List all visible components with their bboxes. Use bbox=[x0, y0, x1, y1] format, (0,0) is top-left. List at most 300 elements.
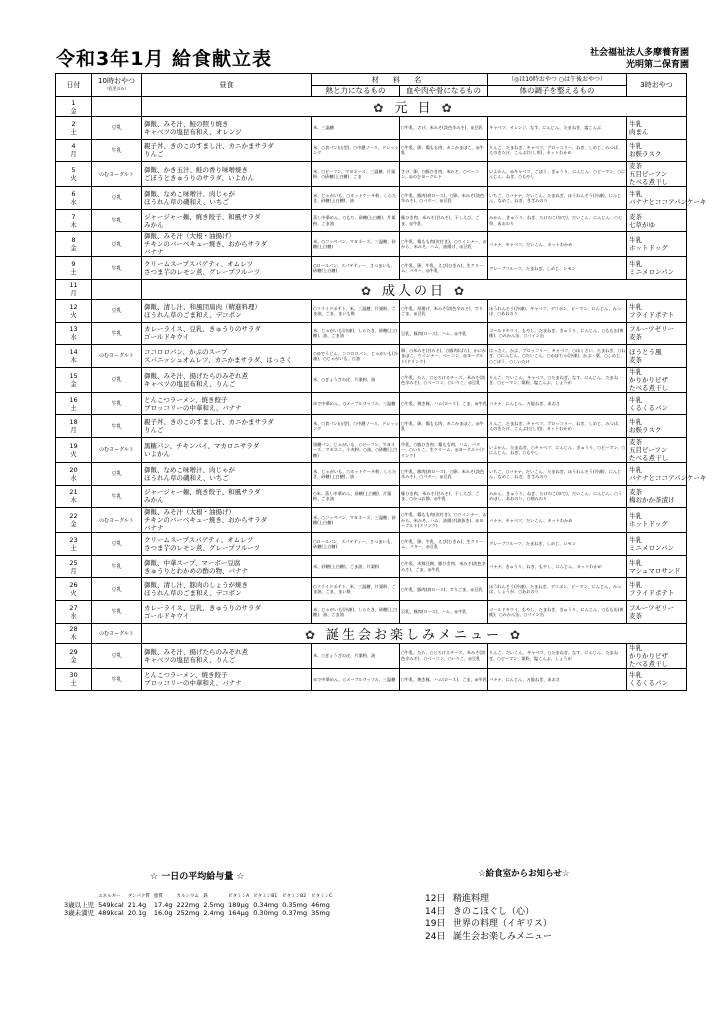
pm-snack-line: ミニメロンパン bbox=[629, 268, 675, 277]
lunch-line: さつま芋のレモン煮、グレープフルーツ bbox=[144, 543, 261, 552]
date-cell bbox=[56, 437, 92, 462]
body-cell: グレープフルーツ、たまねぎ、しめじ、レモン bbox=[488, 257, 627, 280]
lunch-cell bbox=[142, 415, 312, 438]
lunch-line: みかん bbox=[144, 496, 164, 505]
menu-row bbox=[56, 232, 687, 257]
menu-row bbox=[56, 415, 687, 438]
day-of-week: 金 bbox=[70, 244, 77, 253]
day-of-week: 木 bbox=[70, 633, 77, 641]
date-cell bbox=[56, 322, 92, 345]
notice-day: 19日 bbox=[425, 919, 446, 929]
pm-snack-line: 牛乳 bbox=[629, 142, 643, 151]
blood-cell: さけ、卵、○豚ひき肉、米みそ、○ベーコン、◎のむヨーグルト bbox=[400, 162, 488, 187]
menu-row bbox=[56, 437, 687, 462]
am-snack-cell: 牛乳 bbox=[92, 668, 142, 691]
pm-snack-line: フライドポテト bbox=[629, 310, 675, 319]
pm-snack-line: ホットドッグ bbox=[629, 520, 668, 529]
date-number: 5 bbox=[71, 166, 76, 175]
am-snack-cell bbox=[92, 97, 142, 117]
am-snack-cell: のむヨーグルト bbox=[92, 508, 142, 533]
pm-snack-cell bbox=[627, 117, 687, 140]
event-cell bbox=[142, 97, 687, 117]
lunch-line: 御飯、なめこ味噌汁、肉じゃが bbox=[144, 465, 235, 474]
nutrition-value: 222mg bbox=[176, 901, 200, 909]
body-cell: りんご、たまねぎ、キャベツ、ブロッコリー、ねぎ、しめじ、みつば、えのきたけ、こんぶ(だし用)、カットわかめ bbox=[488, 415, 627, 438]
energy-cell: 米、砂糖(上白糖)、ごま油、片栗粉 bbox=[312, 555, 400, 578]
date-number: 18 bbox=[69, 418, 78, 427]
am-snack-cell: 豆乳 bbox=[92, 533, 142, 556]
date-cell bbox=[56, 97, 92, 117]
nutrition-value: 164μg bbox=[228, 909, 249, 917]
org-line-1: 社会福祉法人多摩養育園 bbox=[589, 48, 689, 58]
notice-list bbox=[425, 893, 552, 943]
date-cell bbox=[56, 257, 92, 280]
day-of-week: 土 bbox=[70, 403, 77, 412]
nutrition-title: ☆ 一日の平均給与量 ☆ bbox=[150, 872, 245, 882]
nutrition-value: 0.34mg bbox=[253, 901, 279, 909]
menu-row bbox=[56, 162, 687, 187]
energy-cell: ○ロールパン、スパゲティー、さつまいも、砂糖(上白糖) bbox=[312, 257, 400, 280]
nutrition-row bbox=[62, 901, 334, 909]
lunch-cell bbox=[142, 555, 312, 578]
date-cell bbox=[56, 623, 92, 643]
page-title: 令和3年1月 給食献立表 bbox=[56, 48, 273, 70]
notice-day: 12日 bbox=[425, 894, 446, 904]
pm-snack-line: たべる煮干し bbox=[629, 178, 669, 187]
event-title: 誕生会お楽しみメニュー bbox=[326, 627, 503, 643]
lunch-line: カレーライス、豆乳、きゅうりのサラダ bbox=[144, 603, 261, 612]
body-cell: ほうれんそう(冷凍)、たまねぎ、デコポン、ピーマン、にんじん、みつば、しょうが、○あおのり bbox=[488, 578, 627, 601]
blood-cell: ○牛乳、卵、鶏もも肉、カニかまぼこ、◎牛乳 bbox=[400, 415, 488, 438]
energy-cell: ○フライドポテト、米、三温糖、片栗粉、ごま油、ごま、まいも麩 bbox=[312, 299, 400, 322]
pm-snack-line: フルーツゼリー bbox=[629, 325, 674, 334]
pm-snack-line: 牛乳 bbox=[629, 189, 643, 198]
lunch-line: 御飯、みそ汁、揚げたらのみぞれ煮 bbox=[144, 647, 248, 656]
lunch-line: いよかん bbox=[144, 449, 170, 458]
pm-snack-cell bbox=[627, 437, 687, 462]
date-cell bbox=[56, 415, 92, 438]
org-line-2: 光明第二保育園 bbox=[625, 60, 689, 70]
am-snack-cell: 豆乳 bbox=[92, 299, 142, 322]
col-snack-am-label: 10時おやつ bbox=[98, 77, 135, 85]
blood-cell: ○牛乳、豚肉(肩ロース)、すりごま、◎豆乳 bbox=[400, 578, 488, 601]
lunch-cell bbox=[142, 162, 312, 187]
day-of-week: 水 bbox=[70, 333, 77, 342]
body-cell: いちご、○バナナ、だいこん、たまねぎ、ほうれんそう(冷凍)、にんじん、なめこ、ねぎ、きざみのり bbox=[488, 462, 627, 485]
blood-cell: ○牛乳、焼き豚、ハム(ロース)、ごま、◎牛乳 bbox=[400, 668, 488, 691]
am-snack-cell: 牛乳 bbox=[92, 209, 142, 232]
pm-snack-line: たべる煮干し bbox=[629, 659, 669, 668]
lunch-cell bbox=[142, 600, 312, 623]
pm-snack-line: 五目ビーフン bbox=[629, 445, 668, 454]
body-cell: ゴールドキウイ、もやし、たまねぎ、きゅうり、にんじん、○もも缶(黄桃)、○みかん缶、○パイン缶 bbox=[488, 600, 627, 623]
menu-row bbox=[56, 643, 687, 668]
lunch-cell bbox=[142, 578, 312, 601]
col-lunch: 昼食 bbox=[142, 74, 312, 97]
date-cell bbox=[56, 139, 92, 162]
date-cell bbox=[56, 643, 92, 668]
lunch-cell bbox=[142, 257, 312, 280]
lunch-line: ジャージャー麺、焼き餃子、和風サラダ bbox=[144, 488, 261, 497]
nutrition-value: 0.30mg bbox=[253, 909, 279, 917]
pm-snack-cell bbox=[627, 643, 687, 668]
nutrition-value: 489kcal bbox=[98, 909, 124, 917]
menu-row bbox=[56, 139, 687, 162]
date-cell bbox=[56, 392, 92, 415]
notice-item bbox=[425, 931, 552, 944]
pm-snack-line: 牛乳 bbox=[629, 367, 643, 376]
nutrition-value: 189μg bbox=[228, 901, 249, 909]
pm-snack-line: 五目ビーフン bbox=[629, 170, 668, 179]
col-energy: 熱と力になるもの bbox=[312, 86, 400, 97]
lunch-line: チキンのバーベキュー焼き、おからサラダ bbox=[144, 240, 268, 249]
pm-snack-line: かりかりピザ bbox=[629, 651, 669, 660]
date-cell bbox=[56, 345, 92, 368]
date-cell bbox=[56, 485, 92, 508]
lunch-cell bbox=[142, 187, 312, 210]
date-cell bbox=[56, 367, 92, 392]
flower-icon: ✿ bbox=[373, 101, 387, 115]
energy-cell: 米、○ビーフン、マヨネーズ、三温糖、片栗粉、○砂糖(上白糖)、ごま bbox=[312, 162, 400, 187]
lunch-line: りんご bbox=[144, 150, 164, 159]
am-snack-cell: 牛乳 bbox=[92, 322, 142, 345]
date-cell bbox=[56, 209, 92, 232]
date-cell bbox=[56, 299, 92, 322]
energy-cell: 米、じゃがいも(冷凍)、しらたき、砂糖(上白糖)、油、ごま油 bbox=[312, 600, 400, 623]
event-cell bbox=[142, 279, 687, 299]
menu-table bbox=[55, 73, 707, 691]
pm-snack-line: 牛乳 bbox=[629, 302, 643, 311]
body-cell: りんご、だいこん、キャベツ、○たまねぎ、なす、にんじん、たまねぎ、○ピーマン、粟粉、塩こんぶ、しょうが bbox=[488, 367, 627, 392]
am-snack-cell: 豆乳 bbox=[92, 232, 142, 257]
pm-snack-cell bbox=[627, 162, 687, 187]
date-number: 16 bbox=[69, 395, 78, 404]
am-snack-cell: のむヨーグルト bbox=[92, 345, 142, 368]
menu-row bbox=[56, 485, 687, 508]
day-of-week: 金 bbox=[70, 379, 77, 388]
col-ingredients: 材 料 名 bbox=[312, 74, 488, 86]
notice-day: 14日 bbox=[425, 906, 446, 917]
nutrition-value: 21.4g bbox=[127, 901, 147, 909]
pm-snack-line: 牛乳 bbox=[629, 236, 643, 245]
blood-cell: ○牛乳、卵、牛乳、えび(むきみ)、生クリーム、バター、◎豆乳 bbox=[400, 533, 488, 556]
body-cell: みかん、きゅうり、ねぎ、たけのこ(ゆで)、だいこん、にんじん、○七草、あおのり bbox=[488, 209, 627, 232]
event-title: 元 日 bbox=[394, 101, 434, 116]
blood-cell: ○牛乳、さけ、米みそ(淡色辛みそ)、◎豆乳 bbox=[400, 117, 488, 140]
pm-snack-line: 牛乳 bbox=[629, 395, 643, 404]
energy-cell: 米、○ぎょうざの皮、片栗粉、油 bbox=[312, 367, 400, 392]
day-of-week: 木 bbox=[70, 496, 77, 505]
lunch-cell bbox=[142, 117, 312, 140]
menu-row bbox=[56, 462, 687, 485]
day-of-week: 金 bbox=[70, 106, 77, 115]
lunch-line: 御飯、かき玉汁、鮭の香り味噌焼き bbox=[144, 166, 248, 175]
nutrition-value: 35mg bbox=[311, 909, 330, 917]
lunch-cell bbox=[142, 209, 312, 232]
lunch-line: ブロッコリーの中華和え、バナナ bbox=[144, 679, 242, 688]
pm-snack-line: 麦茶 bbox=[629, 333, 643, 342]
date-number: 27 bbox=[69, 603, 78, 612]
lunch-line: 親子丼、きのこのすまし汁、カニかまサラダ bbox=[144, 142, 274, 151]
day-of-week: 土 bbox=[70, 543, 77, 552]
pm-snack-line: 麦茶 bbox=[629, 355, 643, 364]
body-cell: バナナ、キャベツ、だいこん、カットわかめ bbox=[488, 232, 627, 257]
body-cell: バナナ、にんじん、万能ねぎ、あおさ bbox=[488, 668, 627, 691]
body-cell: ほうれんそう(冷凍)、キャベツ、デコポン、ピーマン、にんじん、みつば、○あおのり bbox=[488, 299, 627, 322]
pm-snack-cell bbox=[627, 322, 687, 345]
blood-cell: 卵、○米みそ(甘みそ)、○豚肉(ばら)、かにかまぼこ、ウインナー、ベーコン、◎ヨーグルト(ドリンク) bbox=[400, 345, 488, 368]
event-cell bbox=[142, 623, 687, 643]
lunch-line: 御飯、みそ汁、揚げたらのみぞれ煮 bbox=[144, 371, 248, 380]
date-cell bbox=[56, 232, 92, 257]
pm-snack-line: 牛乳 bbox=[629, 512, 643, 521]
nutrition-header: カルシウム bbox=[176, 894, 199, 899]
date-number: 12 bbox=[69, 302, 78, 311]
lunch-line: ココロロパン、かぶのスープ bbox=[144, 347, 228, 356]
menu-row bbox=[56, 345, 687, 368]
lunch-line: バナナ bbox=[144, 248, 164, 257]
pm-snack-cell bbox=[627, 139, 687, 162]
organization-name bbox=[590, 47, 689, 71]
lunch-line: ブロッコリーの中華和え、バナナ bbox=[144, 403, 242, 412]
pm-snack-line: 肉まん bbox=[629, 127, 649, 136]
pm-snack-cell bbox=[627, 299, 687, 322]
date-number: 6 bbox=[71, 189, 76, 198]
flower-icon: ✿ bbox=[360, 283, 374, 298]
pm-snack-cell bbox=[627, 209, 687, 232]
nutrition-value: 2.5mg bbox=[203, 901, 225, 909]
lunch-cell bbox=[142, 508, 312, 533]
flower-icon: ✿ bbox=[441, 101, 455, 115]
am-snack-cell: 豆乳 bbox=[92, 462, 142, 485]
lunch-cell bbox=[142, 345, 312, 368]
lunch-cell bbox=[142, 232, 312, 257]
blood-cell: 豆乳、豚肉(ロース)、ハム、◎牛乳 bbox=[400, 322, 488, 345]
day-of-week: 火 bbox=[70, 589, 77, 598]
date-cell bbox=[56, 668, 92, 691]
am-snack-cell: 牛乳 bbox=[92, 415, 142, 438]
am-snack-cell: 牛乳 bbox=[92, 392, 142, 415]
flower-icon: ✿ bbox=[454, 283, 468, 298]
nutrition-header: ビタミンB2 bbox=[282, 894, 307, 899]
pm-snack-line: 牛乳 bbox=[629, 581, 643, 590]
menu-row bbox=[56, 367, 687, 392]
pm-snack-line: 牛乳 bbox=[629, 119, 643, 128]
pm-snack-line: ミニメロンパン bbox=[629, 543, 675, 552]
blood-cell: ○牛乳、卵、牛乳、えび(むきみ)、生クリーム、バター、◎牛乳 bbox=[400, 257, 488, 280]
nutrition-value: 549kcal bbox=[98, 901, 124, 909]
energy-cell: ○ロールパン、スパゲティー、さつまいも、砂糖(上白糖) bbox=[312, 533, 400, 556]
notice-title: ☆給食室からお知らせ☆ bbox=[478, 869, 570, 879]
lunch-cell bbox=[142, 462, 312, 485]
energy-cell: ゆで中華めん、○メープルワッフル、三温糖 bbox=[312, 392, 400, 415]
pm-snack-cell bbox=[627, 600, 687, 623]
lunch-line: クリームスープスパゲティ、オムレツ bbox=[144, 535, 254, 544]
blood-cell: ○牛乳、木綿豆腐、豚ひき肉、米みそ(淡色辛みそ)、ごま、◎牛乳 bbox=[400, 555, 488, 578]
pm-snack-line: 牛乳 bbox=[629, 558, 643, 567]
col-snack-am-note: （乳児のみ） bbox=[104, 86, 129, 91]
notice-item bbox=[425, 893, 552, 906]
lunch-line: 黒糖パン、チキンパイ、マカロニサラダ bbox=[144, 441, 260, 450]
pm-snack-line: 牛乳 bbox=[629, 671, 643, 680]
day-of-week: 木 bbox=[70, 220, 77, 229]
nutrition-value: 252mg bbox=[176, 909, 200, 917]
pm-snack-line: 麦茶 bbox=[629, 437, 643, 446]
blood-cell: ○牛乳、厚揚げ、米みそ(淡色辛みそ)、すりごま、◎豆乳 bbox=[400, 299, 488, 322]
energy-cell: 蒸し中華めん、○もち、砂糖(上白糖)、片栗粉、ごま油 bbox=[312, 209, 400, 232]
lunch-line: みかん bbox=[144, 220, 164, 229]
pm-snack-cell bbox=[627, 367, 687, 392]
pm-snack-cell bbox=[627, 392, 687, 415]
energy-cell: ○米、蒸し中華めん、砂糖(上白糖)、片栗粉、ごま油 bbox=[312, 485, 400, 508]
menu-row bbox=[56, 187, 687, 210]
notice-item bbox=[425, 918, 552, 931]
energy-cell: ○ゆでうどん、ココロロパン、じゃがいも(冷凍)、○じゃがいも、○油 bbox=[312, 345, 400, 368]
am-snack-cell: 豆乳 bbox=[92, 578, 142, 601]
nutrition-header: 脂質 bbox=[153, 894, 163, 899]
am-snack-cell: のむヨーグルト bbox=[92, 437, 142, 462]
menu-row bbox=[56, 533, 687, 556]
menu-row bbox=[56, 578, 687, 601]
lunch-line: ゴールドキウイ bbox=[144, 611, 190, 620]
date-number: 26 bbox=[69, 581, 78, 590]
pm-snack-cell bbox=[627, 485, 687, 508]
pm-snack-cell bbox=[627, 508, 687, 533]
pm-snack-line: くるくるパン bbox=[629, 403, 669, 412]
nutrition-value: 17.4g bbox=[153, 901, 173, 909]
notice-text: きのこほぐし（心） bbox=[453, 906, 535, 917]
pm-snack-line: お麩ラスク bbox=[629, 150, 662, 159]
am-snack-cell: 豆乳 bbox=[92, 117, 142, 140]
notice-item bbox=[425, 906, 552, 919]
date-cell bbox=[56, 555, 92, 578]
lunch-line: 親子丼、きのこのすまし汁、カニかまサラダ bbox=[144, 418, 274, 427]
pm-snack-cell bbox=[627, 462, 707, 485]
am-snack-cell bbox=[92, 279, 142, 299]
lunch-line: ほうれん草のごま和え、デコポン bbox=[144, 589, 242, 598]
lunch-line: キャベツの塩昆布和え、りんご bbox=[144, 379, 236, 388]
date-cell bbox=[56, 600, 92, 623]
menu-row bbox=[56, 279, 687, 299]
body-cell: いちご、○バナナ、だいこん、たまねぎ、ほうれんそう(冷凍)、にんじん、なめこ、ねぎ、きざみのり bbox=[488, 187, 627, 210]
menu-row bbox=[56, 299, 687, 322]
date-number: 13 bbox=[69, 325, 78, 334]
lunch-cell bbox=[142, 367, 312, 392]
date-number: 19 bbox=[69, 441, 78, 450]
lunch-line: チキンのバーベキュー焼き、おからサラダ bbox=[144, 516, 268, 525]
flower-icon: ✿ bbox=[304, 627, 318, 642]
lunch-cell bbox=[142, 299, 312, 322]
day-of-week: 火 bbox=[70, 174, 77, 183]
pm-snack-line: ホットドッグ bbox=[629, 244, 668, 253]
col-snack-pm: 3時おやつ bbox=[627, 74, 687, 97]
day-of-week: 水 bbox=[70, 473, 77, 482]
menu-body bbox=[56, 97, 707, 691]
blood-cell: ○牛乳、豚肉(肩ロース)、○卵、米みそ(淡色辛みそ)、○バター、◎豆乳 bbox=[400, 462, 488, 485]
nutrition-table bbox=[62, 893, 334, 917]
lunch-line: 御飯、みそ汁（大根・油揚げ） bbox=[144, 232, 235, 241]
day-of-week: 月 bbox=[70, 566, 77, 575]
body-cell: はっさく、かぶ、ブロッコリー、キャベツ、○ほくさい、たまねぎ、○ねぎ、○にんじん、○だいこん、○かぼちゃ(冷凍)、かぶ・葉、○しめじ、○ごぼう、○しいたけ bbox=[488, 345, 627, 368]
energy-cell: 米、○食パン(山型)、○中濃ソース、ドレッシング bbox=[312, 415, 400, 438]
pm-snack-line: たべる煮干し bbox=[629, 383, 669, 392]
lunch-line: 御飯、清し汁、豚肉のしょうが焼き bbox=[144, 581, 248, 590]
pm-snack-line: ほうとう風 bbox=[629, 347, 662, 356]
lunch-line: 御飯、清し汁、和風団扇肉（精進料理） bbox=[144, 302, 261, 311]
lunch-line: カレーライス、豆乳、きゅうりのサラダ bbox=[144, 325, 261, 334]
am-snack-cell: 豆乳 bbox=[92, 187, 142, 210]
date-number: 25 bbox=[69, 558, 78, 567]
nutrition-header: タンパク質 bbox=[127, 894, 150, 899]
notice-text: 世界の料理（イギリス） bbox=[453, 919, 552, 929]
energy-cell: ゆで中華めん、○メープルワッフル、三温糖 bbox=[312, 668, 400, 691]
lunch-line: さつま芋のレモン煮、グレープフルーツ bbox=[144, 268, 261, 277]
nutrition-value: 0.35mg bbox=[282, 901, 308, 909]
pm-snack-line: 麦茶 bbox=[629, 212, 643, 221]
date-cell bbox=[56, 533, 92, 556]
date-number: 2 bbox=[71, 119, 76, 128]
am-snack-cell: のむヨーグルト bbox=[92, 162, 142, 187]
col-blood: 血や肉や骨になるもの bbox=[400, 86, 488, 97]
day-of-week: 水 bbox=[70, 197, 77, 206]
am-snack-cell: 牛乳 bbox=[92, 555, 142, 578]
day-of-week: 火 bbox=[70, 310, 77, 319]
menu-row bbox=[56, 97, 687, 117]
date-cell bbox=[56, 117, 92, 140]
day-of-week: 火 bbox=[70, 449, 77, 458]
energy-cell: ○フライドポテト、米、三温糖、片栗粉、ごま油、ごま、まい麩 bbox=[312, 578, 400, 601]
menu-row bbox=[56, 555, 687, 578]
pm-snack-cell bbox=[627, 345, 687, 368]
pm-snack-line: 麦茶 bbox=[629, 162, 643, 171]
pm-snack-line: 牛乳 bbox=[629, 260, 643, 269]
date-number: 7 bbox=[71, 212, 76, 221]
lunch-cell bbox=[142, 668, 312, 691]
pm-snack-cell bbox=[627, 257, 687, 280]
date-number: 15 bbox=[69, 371, 78, 380]
energy-cell: 米、じゃがいも(冷凍)、しらたき、砂糖(上白糖)、油、ごま油 bbox=[312, 322, 400, 345]
blood-cell: 豚ひき肉、米みそ(甘みそ)、干しえび、ごま、○かつお節、◎牛乳 bbox=[400, 485, 488, 508]
blood-cell: ○牛乳、たら、○とろけるチーズ、米みそ(淡色辛みそ)、○ベーコン、○いりこ、◎豆乳 bbox=[400, 367, 488, 392]
am-snack-cell: 豆乳 bbox=[92, 643, 142, 668]
event-title: 成人の日 bbox=[382, 283, 447, 299]
date-cell bbox=[56, 162, 92, 187]
lunch-line: スパニッシュオムレツ、カニかまサラダ、はっさく bbox=[144, 355, 293, 364]
date-cell bbox=[56, 578, 92, 601]
pm-snack-cell bbox=[627, 187, 707, 210]
col-date: 日付 bbox=[56, 74, 92, 97]
am-snack-cell: 牛乳 bbox=[92, 600, 142, 623]
date-number: 8 bbox=[71, 236, 76, 245]
menu-row bbox=[56, 322, 687, 345]
lunch-cell bbox=[142, 392, 312, 415]
lunch-line: ゴールドキウイ bbox=[144, 333, 190, 342]
pm-snack-line: フライドポテト bbox=[629, 589, 675, 598]
nutrition-header: ビタミンA bbox=[228, 894, 250, 899]
day-of-week: 木 bbox=[70, 355, 77, 364]
energy-cell: 米、○コッペパン、マヨネーズ、三温糖、砂糖(上白糖) bbox=[312, 508, 400, 533]
day-of-week: 土 bbox=[70, 268, 77, 277]
energy-cell: 米、○コッペパン、マヨネーズ、三温糖、砂糖(上白糖) bbox=[312, 232, 400, 257]
pm-snack-cell bbox=[627, 578, 687, 601]
pm-snack-line: 麦茶 bbox=[629, 611, 643, 620]
blood-cell: 豆乳、豚肉(ロース)、ハム、◎牛乳 bbox=[400, 600, 488, 623]
blood-cell: ○牛乳、焼き豚、ハム(ロース)、ごま、◎牛乳 bbox=[400, 392, 488, 415]
nutrition-value: 46mg bbox=[311, 901, 330, 909]
day-of-week: 土 bbox=[70, 679, 77, 688]
nutrition-row bbox=[62, 909, 334, 917]
col-snack-am bbox=[92, 74, 142, 97]
